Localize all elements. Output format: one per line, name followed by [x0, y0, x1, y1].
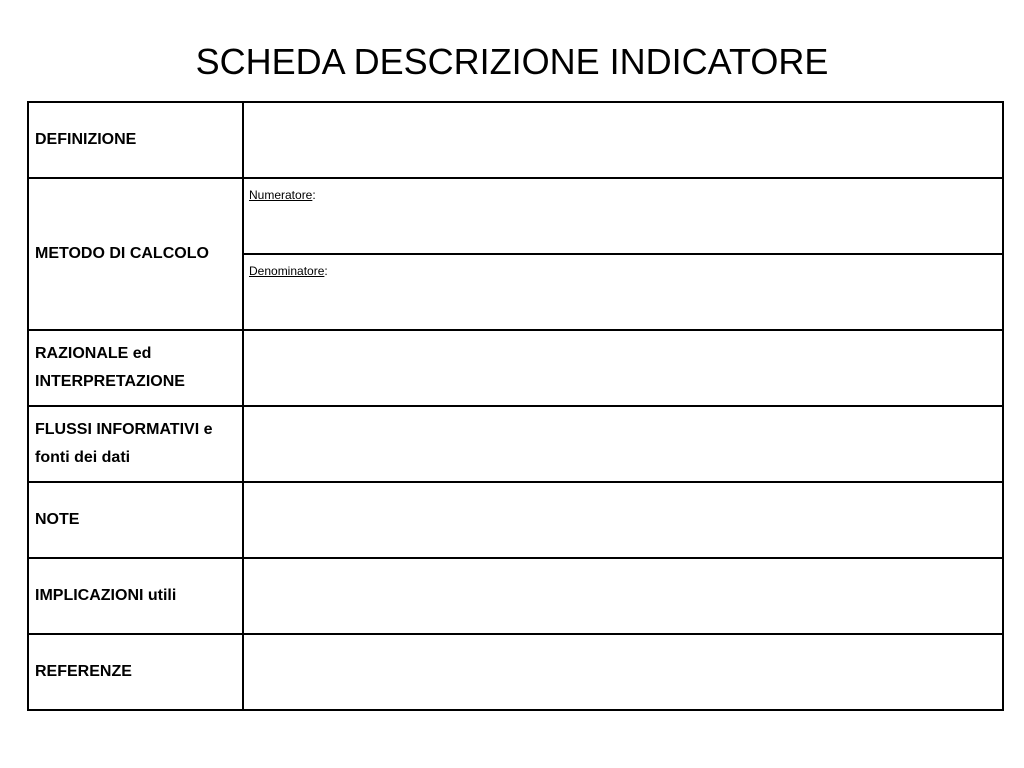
numeratore-colon: :: [312, 188, 316, 202]
label-flussi: FLUSSI INFORMATIVI e fonti dei dati: [28, 406, 243, 482]
page-title: SCHEDA DESCRIZIONE INDICATORE: [195, 41, 829, 82]
denominatore-label: Denominatore: [249, 264, 325, 278]
row-referenze: [28, 634, 1003, 710]
field-numeratore[interactable]: [243, 178, 1003, 254]
field-denominatore[interactable]: [243, 254, 1003, 330]
field-definizione[interactable]: [243, 102, 1003, 178]
denominatore-colon: :: [324, 264, 328, 278]
label-referenze: REFERENZE: [28, 634, 243, 710]
label-razionale: RAZIONALE ed INTERPRETAZIONE: [28, 330, 243, 406]
row-implicazioni: [28, 558, 1003, 634]
label-metodo-di-calcolo: METODO DI CALCOLO: [28, 178, 243, 330]
field-referenze[interactable]: [243, 634, 1003, 710]
field-note[interactable]: [243, 482, 1003, 558]
row-razionale: [28, 330, 1003, 406]
row-note: [28, 482, 1003, 558]
row-flussi: [28, 406, 1003, 482]
indicator-form-table: [27, 101, 1004, 711]
row-definizione: [28, 102, 1003, 178]
label-note: NOTE: [28, 482, 243, 558]
row-metodo-numeratore: [28, 178, 1003, 254]
label-definizione: DEFINIZIONE: [28, 102, 243, 178]
field-razionale[interactable]: [243, 330, 1003, 406]
numeratore-label: Numeratore: [249, 188, 313, 202]
field-flussi[interactable]: [243, 406, 1003, 482]
label-implicazioni: IMPLICAZIONI utili: [28, 558, 243, 634]
field-implicazioni[interactable]: [243, 558, 1003, 634]
